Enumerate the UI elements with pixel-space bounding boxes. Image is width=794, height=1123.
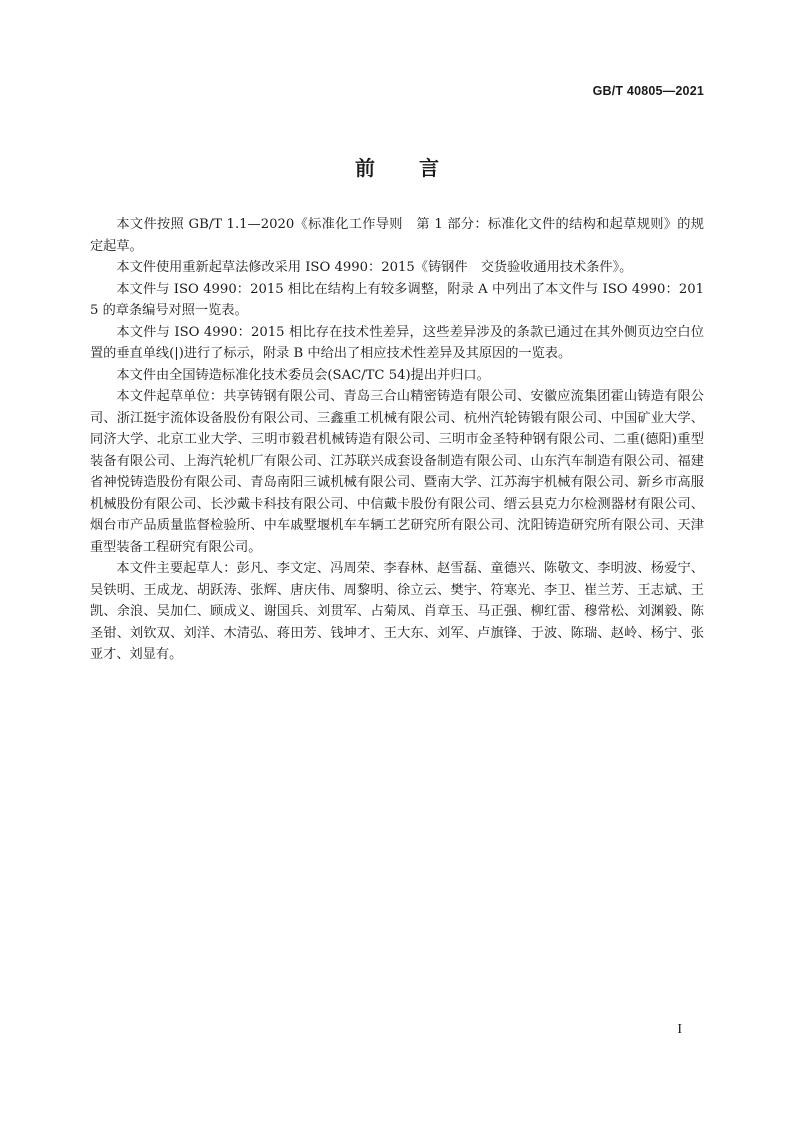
paragraph-drafting-organizations: 本文件起草单位：共享铸钢有限公司、青岛三合山精密铸造有限公司、安徽应流集团霍山铸造有限公司、浙江挺宇流体设备股份有限公司、三鑫重工机械有限公司、杭州汽轮铸锻有限公司、中国矿业大学、同济大学、北京工业大学、三明市毅君机械铸造有限公司、三明市金圣特种钢有限公司、二重(德阳)重型装备有限公司、上海汽轮机厂有限公司、江苏联兴成套设备制造有限公司、山东汽车制造有限公司、福建省神悦铸造股份有限公司、青岛南阳三诚机械有限公司、暨南大学、江苏海宇机械有限公司、新乡市高服机械股份有限公司、长沙戴卡科技有限公司、中信戴卡股份有限公司、缙云县克力尔检测器材有限公司、烟台市产品质量监督检验所、中车戚墅堰机车车辆工艺研究所有限公司、沈阳铸造研究所有限公司、天津重型装备工程研究有限公司。 [90,389,704,555]
title-char-1: 前 [355,156,375,180]
paragraph-structure-changes: 本文件与 ISO 4990：2015 相比在结构上有较多调整，附录 A 中列出了本文件与 ISO 4990：2015 的章条编号对照一览表。 [90,281,704,318]
paragraph-committee: 本文件由全国铸造标准化技术委员会(SAC/TC 54)提出并归口。 [116,367,490,383]
paragraph-drafting-rules: 本文件按照 GB/T 1.1—2020《标准化工作导则 第 1 部分：标准化文件的结构和起草规则》的规定起草。 [90,217,704,254]
standard-code: GB/T 40805—2021 [592,84,704,98]
title-char-2: 言 [419,156,439,180]
paragraph-drafters: 本文件主要起草人：彭凡、李文定、冯周荣、李春林、赵雪磊、童德兴、陈敬文、李明波、杨爱宁、吴铁明、王成龙、胡跃涛、张辉、唐庆伟、周黎明、徐立云、樊宇、符寒光、李卫、崔兰芳、王志斌、王凯、余浪、吴加仁、顾成义、谢国兵、刘贯军、占菊凤、肖章玉、马正强、柳红雷、穆常松、刘渊毅、陈圣钳、刘钦双、刘洋、木清弘、蒋田芳、钱坤才、王大东、刘军、卢旗锋、于波、陈瑞、赵岭、杨宁、张亚才、刘显有。 [90,561,704,662]
paragraph-technical-deviations: 本文件与 ISO 4990：2015 相比存在技术性差异，这些差异涉及的条款已通过在其外侧页边空白位置的垂直单线(|)进行了标示，附录 B 中给出了相应技术性差异及其原因的一览表。 [90,324,704,361]
page-number: I [677,1022,682,1037]
page-title [0,152,794,181]
paragraph-adoption-method: 本文件使用重新起草法修改采用 ISO 4990：2015《铸钢件 交货验收通用技术条件》。 [116,260,633,275]
foreword-body [90,214,704,666]
